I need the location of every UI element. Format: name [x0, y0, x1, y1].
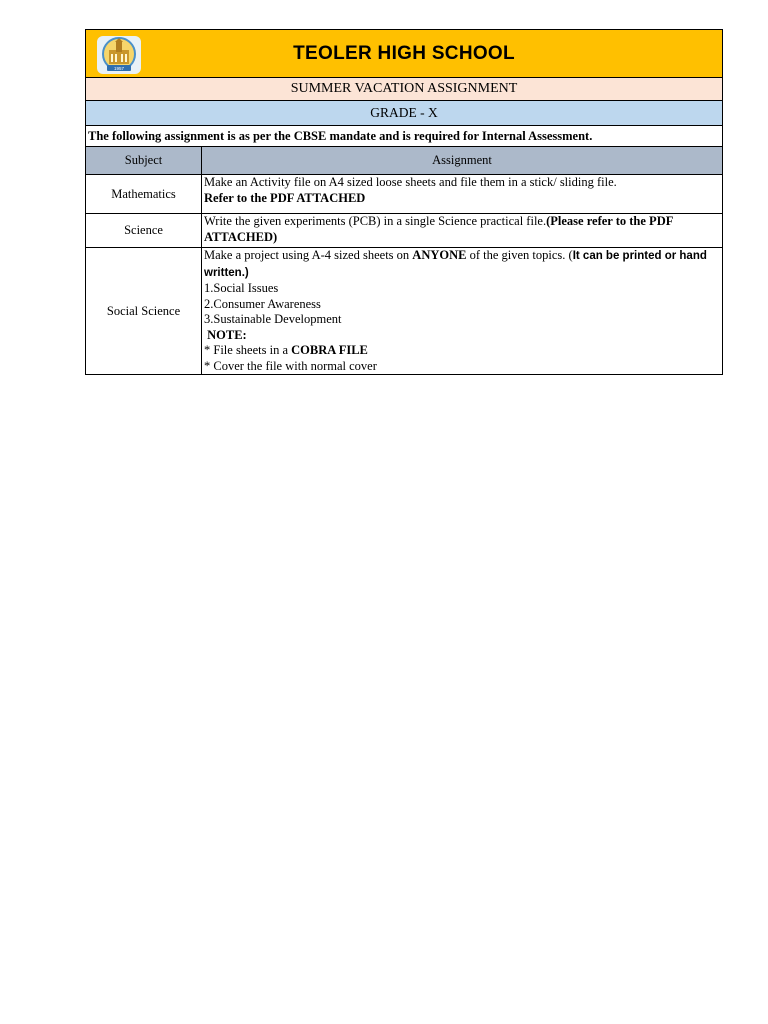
grade-row	[86, 101, 723, 126]
note-item: * Cover the file with normal cover	[204, 358, 377, 373]
subject-column-header: Subject	[86, 147, 202, 175]
assignment-cell	[202, 214, 723, 248]
assignment-text: Write the given experiments (PCB) in a single Science practical file.	[204, 214, 547, 228]
school-logo-icon	[97, 36, 141, 74]
subject-cell: Science	[86, 214, 202, 248]
note-label: NOTE:	[204, 327, 247, 342]
assignment-title-row	[86, 78, 723, 101]
assignment-text: Make an Activity file on A4 sized loose sheets and file them in a stick/ sliding file.	[204, 175, 617, 189]
assignment-column-header: Assignment	[202, 147, 723, 175]
assignment-reference: (Please refer to the PDF ATTACHED)	[204, 214, 673, 244]
grade-label: GRADE - X	[86, 101, 723, 126]
table-row-social-science	[86, 248, 723, 375]
assignment-cell	[202, 175, 723, 214]
title-row	[86, 30, 723, 78]
assignment-title: SUMMER VACATION ASSIGNMENT	[86, 78, 723, 101]
subject-cell: Social Science	[86, 248, 202, 375]
topic-item: 1.Social Issues	[204, 281, 279, 295]
topic-item: 3.Sustainable Development	[204, 312, 342, 326]
svg-text:1957: 1957	[113, 66, 125, 71]
table-row-science	[86, 214, 723, 248]
note-item: * File sheets in a COBRA FILE	[204, 343, 368, 357]
subject-cell: Mathematics	[86, 175, 202, 214]
school-name: TEOLER HIGH SCHOOL	[293, 43, 515, 64]
assignment-reference: Refer to the PDF ATTACHED	[204, 190, 366, 205]
assignment-cell	[202, 248, 723, 375]
table-row-mathematics	[86, 175, 723, 214]
topic-item: 2.Consumer Awareness	[204, 296, 321, 311]
assignment-intro: Make a project using A-4 sized sheets on ANYONE of the given topics. (It can be printed or hand written.)	[204, 248, 707, 279]
notice-text: The following assignment is as per the CBSE mandate and is required for Internal Assessment.	[86, 126, 723, 147]
table-header-row	[86, 147, 723, 175]
notice-row	[86, 126, 723, 147]
assignment-sheet	[85, 29, 723, 375]
